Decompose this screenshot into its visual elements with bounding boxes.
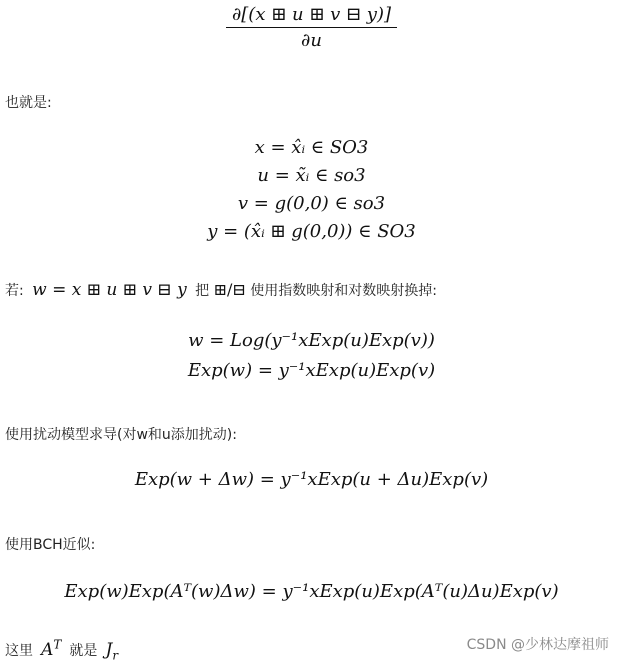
text-ruo-line	[5, 280, 437, 300]
here-math-a-sup: T	[53, 637, 62, 652]
equation-u: u = x̃ᵢ ∈ so3	[257, 165, 366, 186]
equation-bch-line: Exp(w)Exp(Aᵀ(w)Δw) = y⁻¹xExp(u)Exp(Aᵀ(u)Δu)Exp(v)	[64, 581, 559, 602]
here-math-a	[38, 637, 64, 660]
fraction-denominator: ∂u	[301, 30, 322, 51]
equation-x: x = x̂ᵢ ∈ SO3	[254, 137, 369, 158]
fraction-equation	[0, 4, 623, 51]
ruo-math: w = x ⊞ u ⊞ v ⊟ y	[32, 280, 187, 300]
equation-v: v = g(0,0) ∈ so3	[237, 193, 386, 214]
text-that-is: 也就是:	[5, 95, 52, 111]
equation-bch	[0, 578, 623, 606]
csdn-watermark: CSDN @少林达摩祖师	[466, 637, 609, 653]
text-here-mid: 就是	[69, 643, 98, 659]
equation-perturb-line: Exp(w + Δw) = y⁻¹xExp(u + Δu)Exp(v)	[134, 469, 489, 490]
equation-y: y = (x̂ᵢ ⊞ g(0,0)) ∈ SO3	[207, 221, 416, 242]
fraction-numerator: ∂[(x ⊞ u ⊞ v ⊟ y)]	[226, 4, 397, 28]
ruo-ops: ⊞/⊟	[213, 280, 246, 299]
text-ruo-tail-1: 把	[195, 283, 210, 299]
here-math-a-base: A	[41, 640, 54, 660]
here-math-j-base: J	[105, 640, 113, 660]
here-math-j-sub: r	[112, 648, 119, 663]
text-ruo-tail-2: 使用指数映射和对数映射换掉:	[250, 283, 437, 299]
here-math-j	[103, 640, 122, 663]
equation-set-log-exp	[0, 326, 623, 386]
text-here-line	[5, 637, 121, 663]
text-here-prefix: 这里	[5, 643, 33, 659]
text-ruo: 若:	[5, 283, 24, 299]
text-bch: 使用BCH近似:	[5, 537, 96, 553]
text-perturb: 使用扰动模型求导(对w和u添加扰动):	[5, 427, 237, 443]
equation-perturb	[0, 466, 623, 494]
equation-set-definitions	[0, 134, 623, 246]
equation-exp-w: Exp(w) = y⁻¹xExp(u)Exp(v)	[187, 360, 436, 381]
equation-w-log: w = Log(y⁻¹xExp(u)Exp(v))	[188, 330, 435, 351]
